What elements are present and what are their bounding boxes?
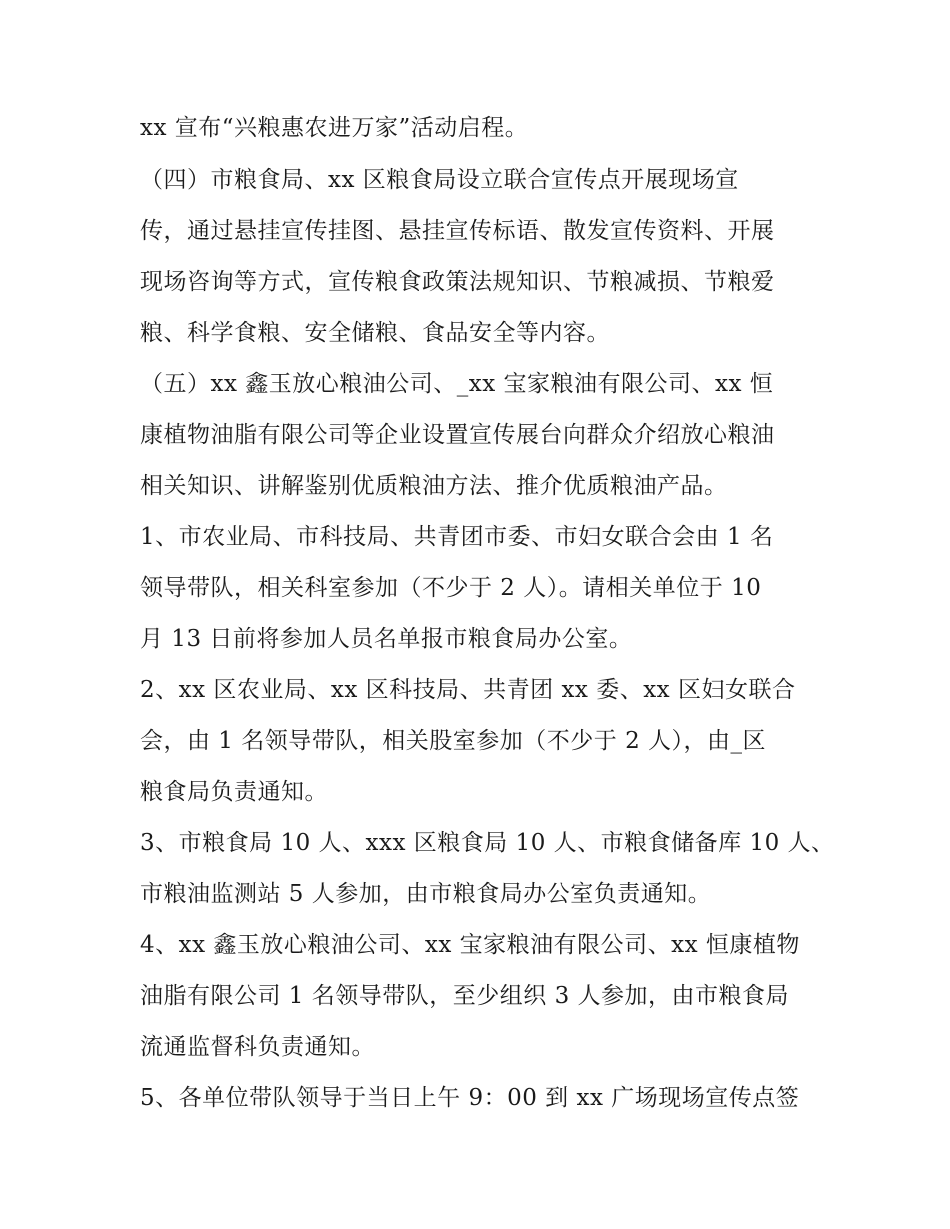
text-line: 粮食局负责通知。 bbox=[140, 779, 328, 805]
text-line: 会，由 1 名领导带队，相关股室参加（不少于 2 人），由_区 bbox=[140, 728, 767, 754]
text-line: 领导带队，相关科室参加（不少于 2 人）。请相关单位于 10 bbox=[140, 575, 762, 601]
text-line: 流通监督科负责通知。 bbox=[140, 1034, 375, 1060]
text-line: 3、市粮食局 10 人、xxx 区粮食局 10 人、市粮食储备库 10 人、 bbox=[140, 830, 835, 856]
text-line: 现场咨询等方式，宣传粮食政策法规知识、节粮减损、节粮爱 bbox=[140, 269, 775, 295]
text-line: 市粮油监测站 5 人参加，由市粮食局办公室负责通知。 bbox=[140, 881, 712, 907]
text-line: 相关知识、讲解鉴别优质粮油方法、推介优质粮油产品。 bbox=[140, 473, 728, 499]
text-line: 1、市农业局、市科技局、共青团市委、市妇女联合会由 1 名 bbox=[140, 524, 774, 550]
text-line: 5、各单位带队领导于当日上午 9：00 到 xx 广场现场宣传点签 bbox=[140, 1085, 800, 1111]
text-line: xx 宣布“兴粮惠农进万家”活动启程。 bbox=[140, 115, 529, 141]
text-line: 康植物油脂有限公司等企业设置宣传展台向群众介绍放心粮油 bbox=[140, 422, 775, 448]
text-line: （四）市粮食局、xx 区粮食局设立联合宣传点开展现场宣 bbox=[140, 167, 739, 193]
text-line: （五）xx 鑫玉放心粮油公司、_xx 宝家粮油有限公司、xx 恒 bbox=[140, 371, 774, 397]
text-line: 月 13 日前将参加人员名单报市粮食局办公室。 bbox=[140, 626, 633, 652]
text-line: 2、xx 区农业局、xx 区科技局、共青团 xx 委、xx 区妇女联合 bbox=[140, 677, 796, 703]
text-line: 油脂有限公司 1 名领导带队，至少组织 3 人参加，由市粮食局 bbox=[140, 983, 790, 1009]
text-line: 粮、科学食粮、安全储粮、食品安全等内容。 bbox=[140, 320, 610, 346]
text-line: 4、xx 鑫玉放心粮油公司、xx 宝家粮油有限公司、xx 恒康植物 bbox=[140, 932, 800, 958]
text-line: 传，通过悬挂宣传挂图、悬挂宣传标语、散发宣传资料、开展 bbox=[140, 218, 775, 244]
